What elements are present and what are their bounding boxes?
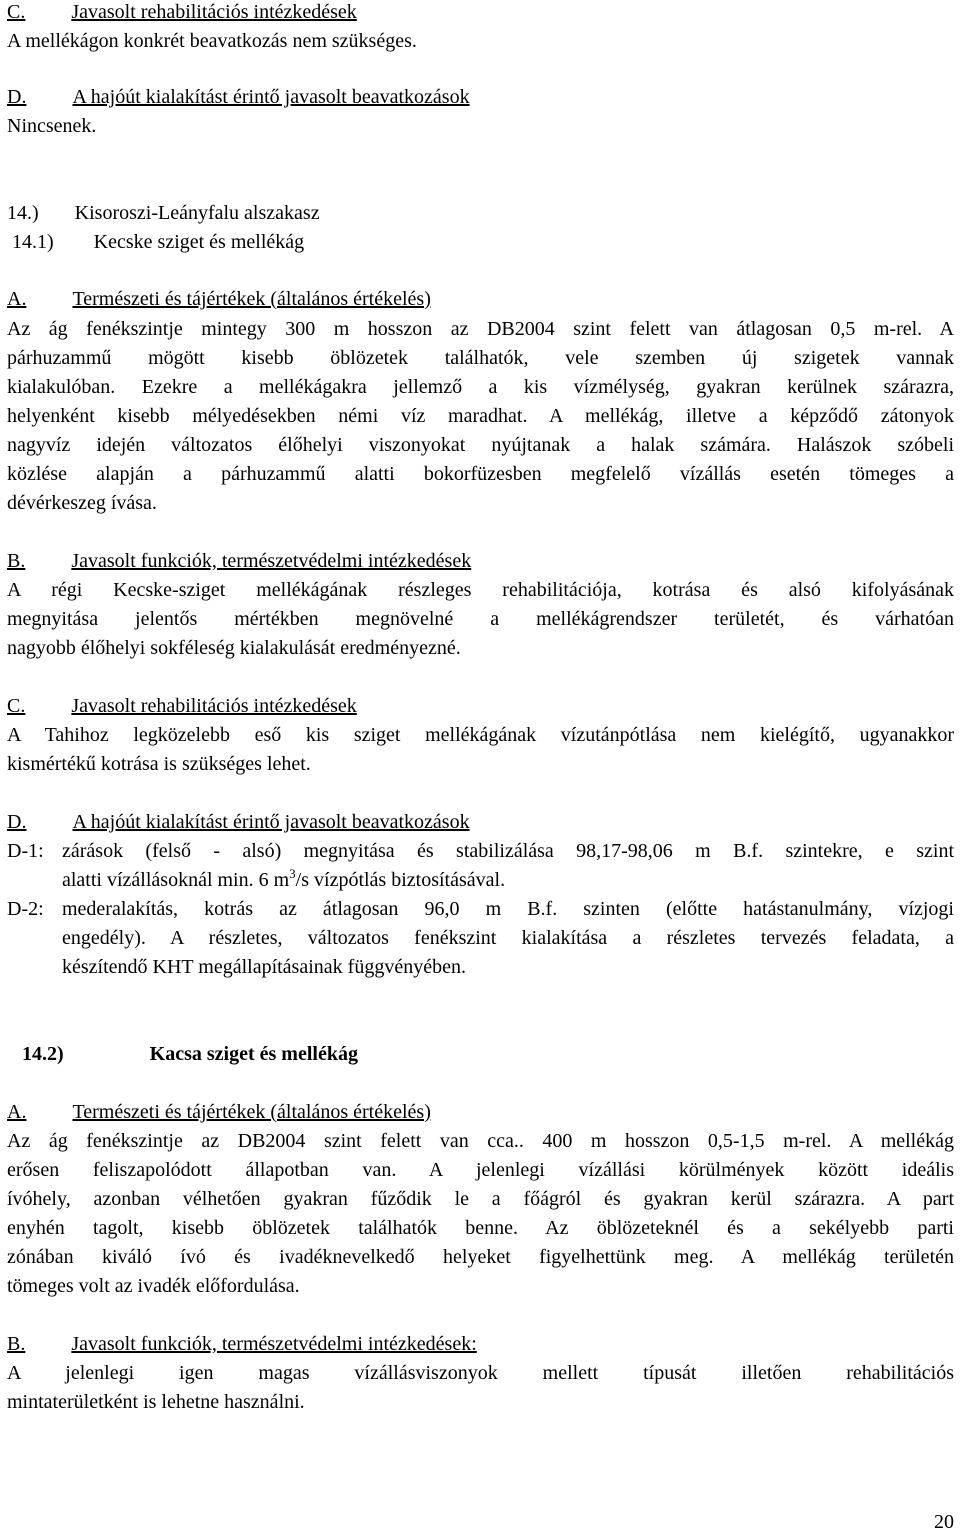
- d2-label: D-2:: [7, 898, 44, 920]
- paragraph-line: Az ág fenékszintje mintegy 300 m hosszon az DB2004 szint felett van átlagosan 0,5 m-rel. A: [7, 318, 954, 340]
- paragraph: A mellékágon konkrét beavatkozás nem szükséges.: [7, 30, 417, 52]
- d1-label: D-1:: [7, 840, 44, 862]
- heading-c: [7, 694, 357, 718]
- heading-a: [7, 287, 431, 311]
- heading-title: Javasolt rehabilitációs intézkedések: [71, 695, 357, 717]
- paragraph-line: erősen feliszapolódott állapotban van. A jelenlegi vízállási körülmények között ideális: [7, 1159, 954, 1181]
- paragraph-line: A Tahihoz legközelebb eső kis sziget mellékágának vízutánpótlása nem kielégítő, ugyanakkor: [7, 724, 954, 746]
- paragraph-line: tömeges volt az ivadék előfordulása.: [7, 1275, 300, 1297]
- paragraph-line: zónában kiváló ívó és ivadéknevelkedő helyeket figyelhettünk meg. A mellékág területén: [7, 1246, 954, 1268]
- heading-c-top: [7, 0, 357, 24]
- paragraph-line: párhuzammű mögött kisebb öblözetek találhatók, vele szemben új szigetek vannak: [7, 347, 954, 369]
- paragraph-line: enyhén tagolt, kisebb öblözetek találhatók benne. Az öblözeteknél és a sekélyebb parti: [7, 1217, 954, 1239]
- subsection-heading: [12, 230, 304, 254]
- paragraph-line: helyenként kisebb mélyedésekben némi víz maradhat. A mellékág, illetve a képződő zátonyok: [7, 405, 954, 427]
- heading-title: Javasolt rehabilitációs intézkedések: [71, 1, 357, 23]
- page-number: 20: [934, 1511, 954, 1533]
- subsection-number: 14.1): [12, 231, 54, 253]
- heading-title: Javasolt funkciók, természetvédelmi intézkedések:: [71, 1333, 477, 1355]
- paragraph-line: A régi Kecske-sziget mellékágának részleges rehabilitációja, kotrása és alsó kifolyásának: [7, 579, 954, 601]
- heading-letter: C.: [7, 695, 26, 717]
- heading-d: [7, 810, 470, 834]
- heading-letter: A.: [7, 288, 27, 310]
- d2-line-3: készítendő KHT megállapításainak függvényében.: [62, 956, 466, 978]
- paragraph-line: megnyitása jelentős mértékben megnövelné a mellékágrendszer területét, és várhatóan: [7, 608, 954, 630]
- paragraph-line: nagyobb élőhelyi sokféleség kialakulását eredményezné.: [7, 637, 461, 659]
- heading-letter: C.: [7, 1, 26, 23]
- paragraph-line: mintaterületként is lehetne használni.: [7, 1391, 305, 1413]
- d2-line-1: mederalakítás, kotrás az átlagosan 96,0 m B.f. szinten (előtte hatástanulmány, vízjogi: [62, 898, 954, 920]
- d1-line-1: zárások (felső - alsó) megnyitása és stabilizálása 98,17-98,06 m B.f. szintekre, e szint: [62, 840, 954, 862]
- heading-letter: D.: [7, 86, 27, 108]
- heading-title: Természeti és tájértékek (általános értékelés): [72, 1101, 431, 1123]
- heading-letter: B.: [7, 550, 26, 572]
- heading-letter: D.: [7, 811, 27, 833]
- paragraph-line: kialakulóban. Ezekre a mellékágakra jellemző a kis vízmélység, gyakran kerülnek szárazra,: [7, 376, 954, 398]
- section-number: 14.): [7, 202, 39, 224]
- paragraph-line: Az ág fenékszintje az DB2004 szint felett van cca.. 400 m hosszon 0,5-1,5 m-rel. A mellékág: [7, 1130, 954, 1152]
- heading-b: [7, 549, 471, 573]
- d1-line-2: [62, 868, 505, 892]
- heading-a: [7, 1100, 431, 1124]
- section-title: Kisoroszi-Leányfalu alszakasz: [74, 202, 320, 224]
- heading-title: A hajóút kialakítást érintő javasolt beavatkozások: [72, 811, 470, 833]
- paragraph-line: A jelenlegi igen magas vízállásviszonyok mellett típusát illetően rehabilitációs: [7, 1362, 954, 1384]
- heading-title: A hajóút kialakítást érintő javasolt beavatkozások: [72, 86, 470, 108]
- heading-letter: A.: [7, 1101, 27, 1123]
- paragraph: Nincsenek.: [7, 115, 97, 137]
- subsection-title: Kecske sziget és mellékág: [93, 231, 305, 253]
- heading-title: Javasolt funkciók, természetvédelmi intézkedések: [71, 550, 472, 572]
- subsection-title: Kacsa sziget és mellékág: [149, 1043, 358, 1065]
- paragraph-line: dévérkeszeg ívása.: [7, 492, 157, 514]
- d1-text-a: alatti vízállásoknál min. 6 m: [62, 869, 290, 891]
- heading-title: Természeti és tájértékek (általános értékelés): [72, 288, 431, 310]
- d1-superscript: 3: [289, 866, 296, 881]
- paragraph-line: nagyvíz idején változatos élőhelyi viszonyokat nyújtanak a halak számára. Halászok szóbeli: [7, 434, 954, 456]
- heading-letter: B.: [7, 1333, 26, 1355]
- paragraph-line: ívóhely, azonban vélhetően gyakran fűződik le a főágról és gyakran kerül szárazra. A part: [7, 1188, 954, 1210]
- d2-line-2: engedély). A részletes, változatos fenékszint kialakítása a részletes tervezés feladata, a: [62, 927, 954, 949]
- heading-d-top: [7, 85, 470, 109]
- section-heading: [7, 201, 320, 225]
- heading-b: [7, 1332, 477, 1356]
- paragraph-line: kismértékű kotrása is szükséges lehet.: [7, 753, 311, 775]
- paragraph-line: közlése alapján a párhuzammű alatti bokorfüzesben megfelelő vízállás esetén tömeges a: [7, 463, 954, 485]
- d1-text-b: /s vízpótlás biztosításával.: [295, 869, 506, 891]
- subsection-heading: [22, 1042, 358, 1066]
- subsection-number: 14.2): [22, 1043, 64, 1065]
